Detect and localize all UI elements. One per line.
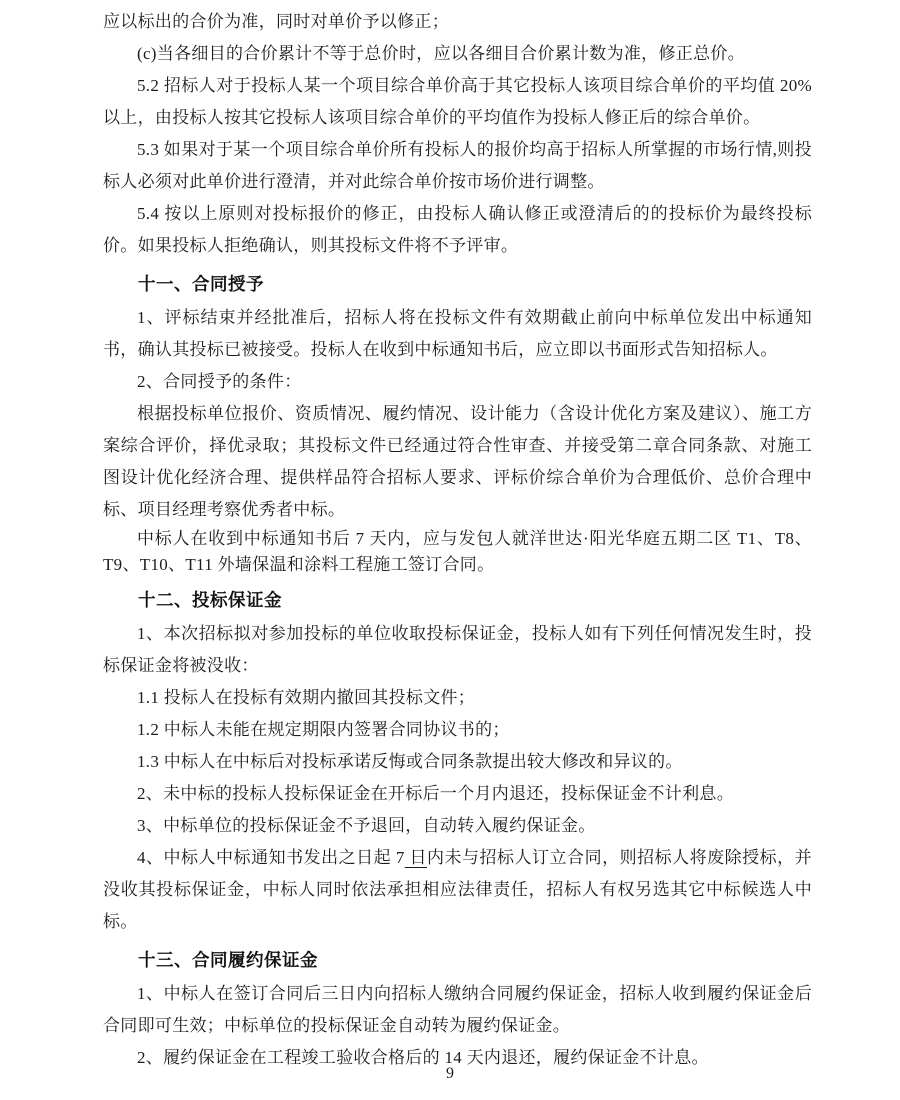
bid-bond-item-1-1: 1.1 投标人在投标有效期内撤回其投标文件； (137, 688, 476, 707)
bid-bond-paragraph-4-before: 4、中标人中标通知书发出之日起 7 (137, 848, 405, 867)
section-heading-performance-bond: 十三、合同履约保证金 (138, 950, 318, 970)
award-signing-paragraph: 中标人在收到中标通知书后 7 天内，应与发包人就洋世达·阳光华庭五期二区 T1、T8、T9、T10、T11 外墙保温和涂料工程施工签订合同。 (103, 529, 812, 574)
award-paragraph-2: 2、合同授予的条件： (137, 372, 302, 391)
section-heading-bid-bond: 十二、投标保证金 (138, 590, 282, 610)
award-conditions-paragraph: 根据投标单位报价、资质情况、履约情况、设计能力（含设计优化方案及建议）、施工方案综合评价，择优录取；其投标文件已经通过符合性审查、并接受第二章合同条款、对施工图设计优化经济合理、提供样品符合招标人要求、评标价综合单价为合理低价、总价合理中标、项目经理考察优秀者中标。 (103, 404, 812, 519)
carryover-line: 应以标出的合价为准，同时对单价予以修正； (103, 12, 449, 31)
clause-c-total-price: (c)当各细目的合价累计不等于总价时，应以各细目合价累计数为准，修正总价。 (137, 44, 745, 63)
bid-bond-paragraph-4-underlined: 日 (404, 848, 427, 867)
bid-bond-item-1-3: 1.3 中标人在中标后对投标承诺反悔或合同条款提出较大修改和异议的。 (137, 752, 683, 771)
bid-bond-paragraph-4-after: 内未与招标人订立合同，则招标人将废除授标，并没收其投标保证金，中标人同时依法承担相应法律责任，招标人有权另选其它中标候选人中标。 (103, 848, 812, 931)
bid-bond-paragraph-1: 1、本次招标拟对参加投标的单位收取投标保证金，投标人如有下列任何情况发生时，投标保证金将被没收： (103, 624, 812, 675)
page-number: 9 (446, 1065, 454, 1082)
clause-5-4: 5.4 按以上原则对投标报价的修正，由投标人确认修正或澄清后的的投标价为最终投标价。如果投标人拒绝确认，则其投标文件将不予评审。 (103, 204, 812, 255)
performance-bond-paragraph-2: 2、履约保证金在工程竣工验收合格后的 14 天内退还，履约保证金不计息。 (137, 1048, 709, 1067)
performance-bond-paragraph-1: 1、中标人在签订合同后三日内向招标人缴纳合同履约保证金，招标人收到履约保证金后合同即可生效；中标单位的投标保证金自动转为履约保证金。 (103, 984, 812, 1035)
clause-5-2: 5.2 招标人对于投标人某一个项目综合单价高于其它投标人该项目综合单价的平均值 20%以上，由投标人按其它投标人该项目综合单价的平均值作为投标人修正后的综合单价。 (103, 76, 812, 127)
bid-bond-paragraph-2: 2、未中标的投标人投标保证金在开标后一个月内退还，投标保证金不计利息。 (137, 784, 734, 803)
bid-bond-paragraph-4 (103, 842, 812, 938)
clause-5-3: 5.3 如果对于某一个项目综合单价所有投标人的报价均高于招标人所掌握的市场行情,则投标人必须对此单价进行澄清，并对此综合单价按市场价进行调整。 (103, 140, 812, 191)
section-heading-contract-award: 十一、合同授予 (138, 274, 264, 294)
award-paragraph-1: 1、评标结束并经批准后，招标人将在投标文件有效期截止前向中标单位发出中标通知书，确认其投标已被接受。投标人在收到中标通知书后，应立即以书面形式告知招标人。 (103, 308, 812, 359)
bid-bond-paragraph-3: 3、中标单位的投标保证金不予退回，自动转入履约保证金。 (137, 816, 596, 835)
bid-bond-item-1-2: 1.2 中标人未能在规定期限内签署合同协议书的； (137, 720, 510, 739)
